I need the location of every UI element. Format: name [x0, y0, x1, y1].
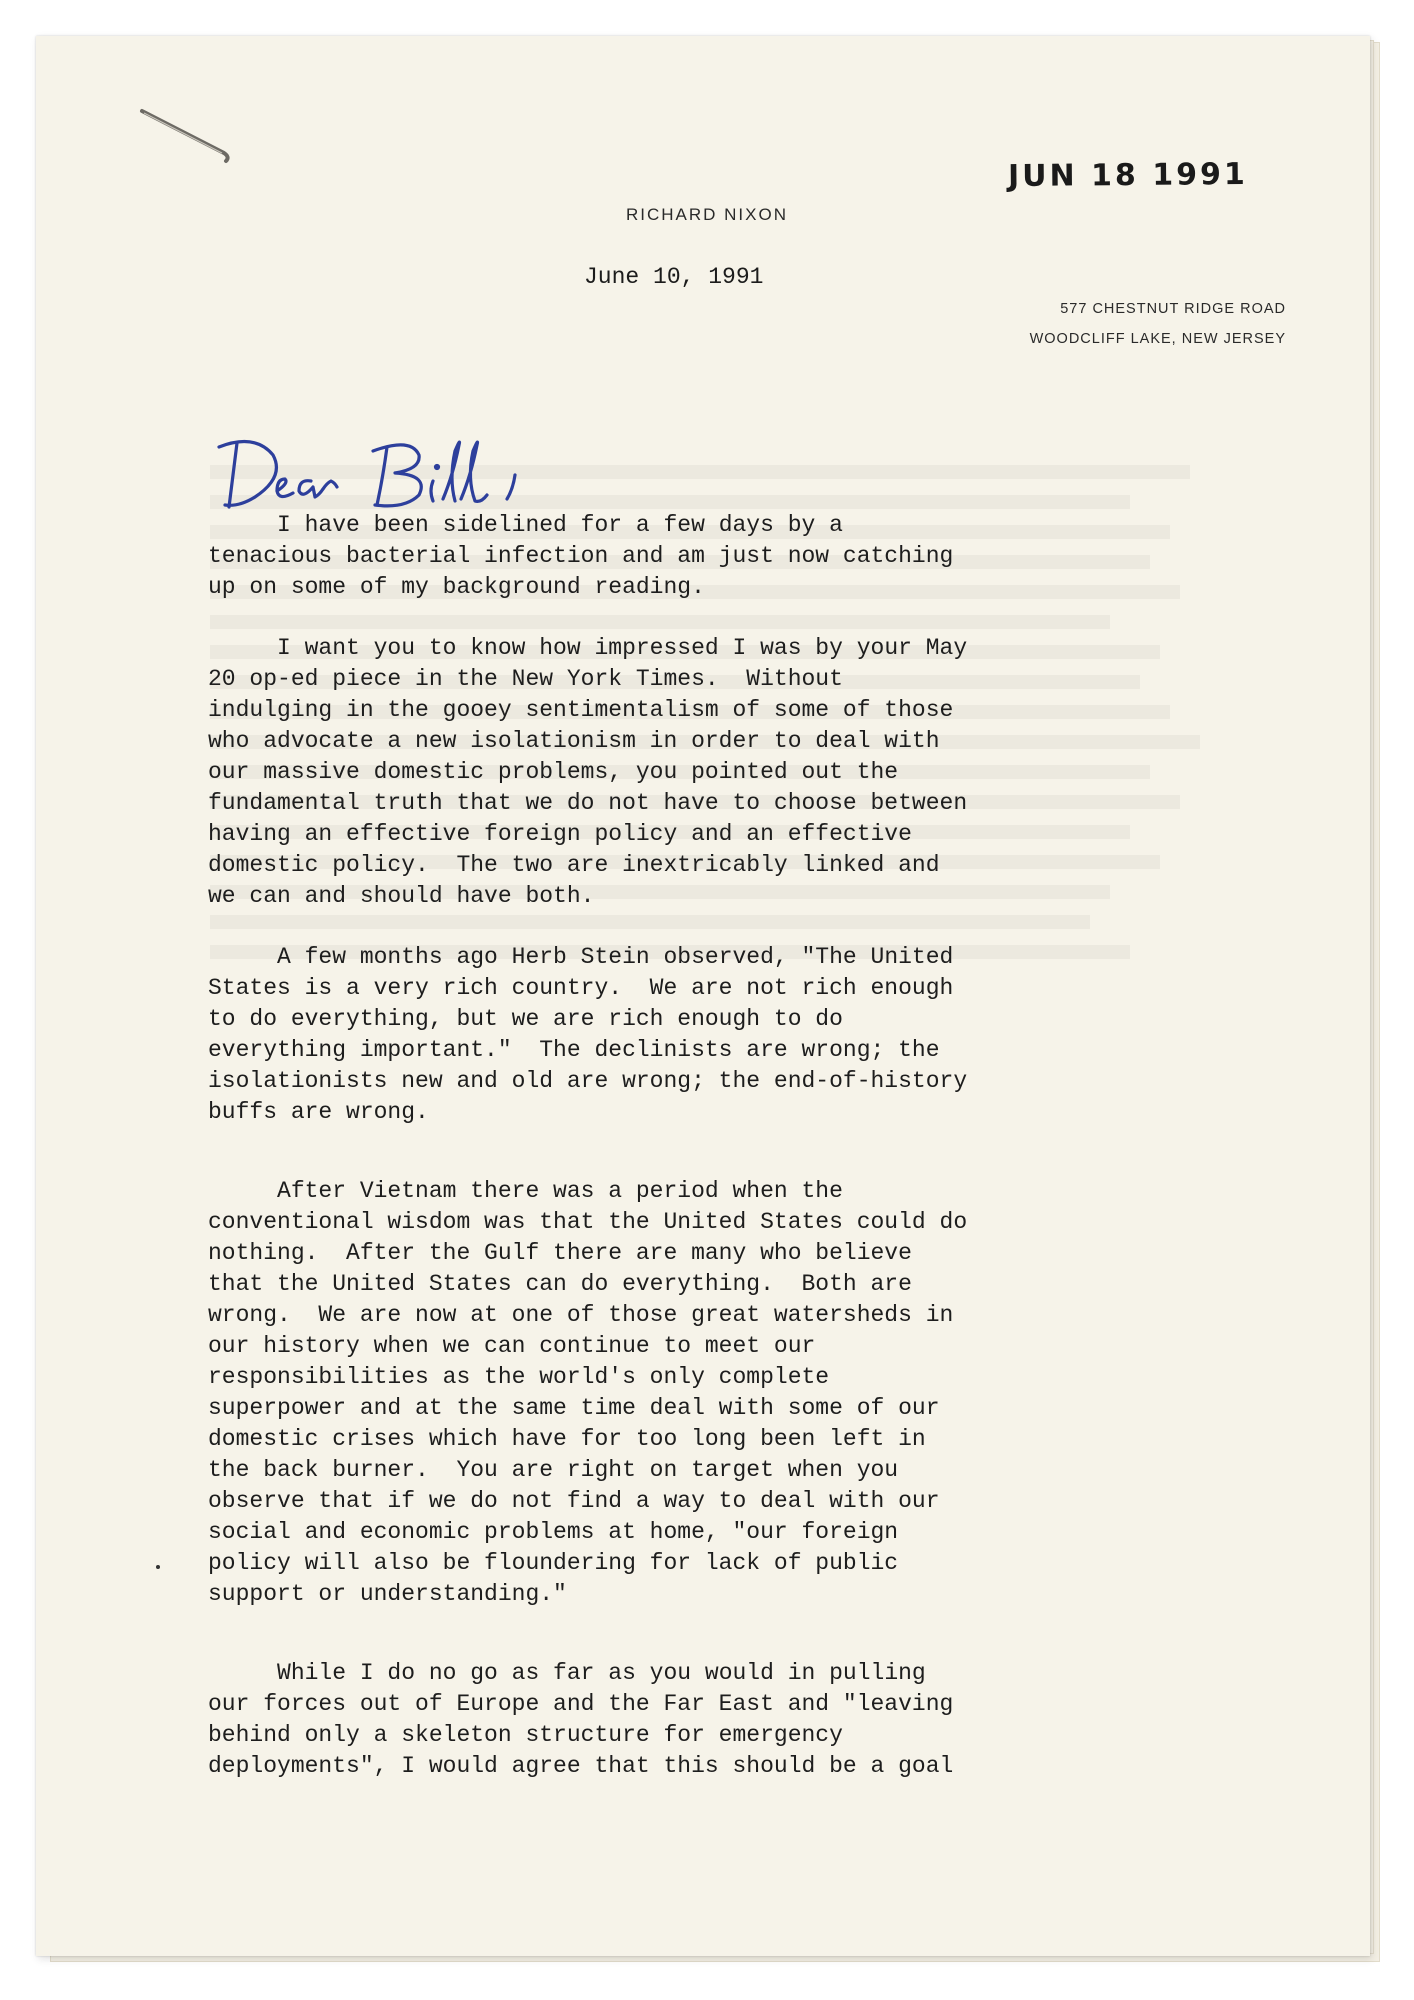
letterhead-name: RICHARD NIXON [625, 205, 788, 224]
ink-speck [156, 1565, 160, 1569]
body-paragraph: After Vietnam there was a period when the conventional wisdom was that the United States could do nothing. After the Gulf there are many who believe that the United States can do everything. Both are wrong. We are now at one of those great watersheds in our history when we can continue to meet our responsibilities as the world's only complete superpower and at the same time deal with some of our domestic crises which have for too long been left in the back burner. You are right on target when you observe that if we do not find a way to deal with our social and economic problems at home, "our foreign policy will also be floundering for lack of public support or understanding." [208, 1178, 968, 1607]
body-paragraph: I want you to know how impressed I was by your May 20 op-ed piece in the New York Times. Without indulging in the gooey sentimentalism of some of those who advocate a new isolationism in order to deal with our massive domestic problems, you pointed out the fundamental truth that we do not have to choose between having an effective foreign policy and an effective domestic policy. The two are inextricably linked and we can and should have both. [208, 635, 968, 909]
body-paragraph: A few months ago Herb Stein observed, "The United States is a very rich country. We are not rich enough to do everything, but we are rich enough to do everything important." The declinists are wrong; the isolationists new and old are wrong; the end-of-history buffs are wrong. [208, 944, 968, 1125]
letter-body [208, 510, 1318, 1812]
received-date-stamp: JUN 18 1991 [1007, 156, 1248, 195]
letterhead-address [1030, 294, 1286, 354]
body-paragraph: I have been sidelined for a few days by a tenacious bacterial infection and am just now catching up on some of my background reading. [208, 512, 954, 600]
letter-date: June 10, 1991 [584, 264, 764, 290]
handwritten-salutation [215, 425, 545, 515]
body-paragraph: While I do no go as far as you would in pulling our forces out of Europe and the Far East and "leaving behind only a skeleton structure for emergency deployments", I would agree that this should be a goal [208, 1660, 954, 1779]
address-line-2: WOODCLIFF LAKE, NEW JERSEY [1029, 331, 1286, 347]
address-line-1: 577 CHESTNUT RIDGE ROAD [1060, 301, 1286, 317]
staple-mark [138, 105, 234, 165]
